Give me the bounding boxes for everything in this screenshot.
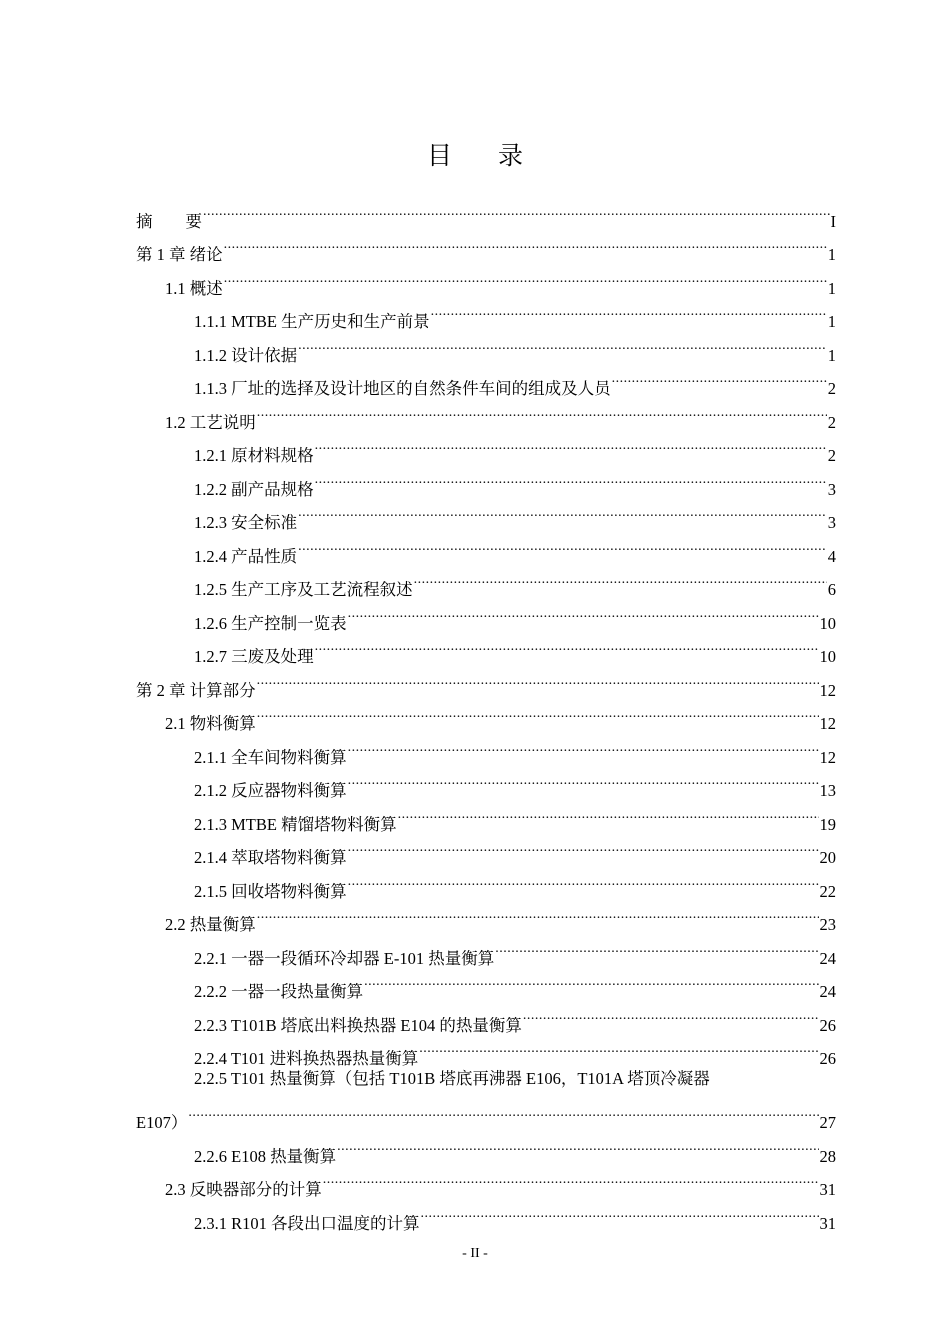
toc-entry-label: 2.2 热量衡算: [165, 915, 256, 934]
toc-entry-page: 31: [819, 1180, 836, 1199]
dot-leader: [523, 997, 819, 1031]
dot-leader: [414, 562, 827, 596]
dot-leader: [315, 461, 827, 495]
dot-leader: [224, 260, 827, 294]
toc-entry-page: 26: [819, 1049, 836, 1068]
toc-entry-label: 2.3 反映器部分的计算: [165, 1180, 322, 1199]
toc-entry-label: 1.1.2 设计依据: [194, 345, 298, 365]
dot-leader: [421, 1195, 819, 1229]
dot-leader: [419, 1031, 818, 1065]
toc-entry-label: 2.1.2 反应器物料衡算: [194, 781, 347, 800]
toc-entry-label: 摘 要: [136, 211, 202, 231]
page-number: - II -: [462, 1246, 488, 1261]
toc-entry-label: 1.2.1 原材料规格: [194, 446, 314, 465]
toc-entry-page: 1: [827, 345, 836, 365]
toc-entry-label: 2.3.1 R101 各段出口温度的计算: [194, 1213, 420, 1233]
toc-entry-label: 2.1.3 MTBE 精馏塔物料衡算: [194, 814, 397, 834]
toc-entry-page: 24: [819, 982, 836, 1001]
toc-entry-label: 1.2.7 三废及处理: [194, 647, 314, 666]
dot-leader: [612, 361, 827, 395]
dot-leader: [348, 830, 819, 864]
toc-entry-page: 2: [827, 379, 836, 398]
page-title: [0, 136, 950, 172]
dot-leader: [323, 1162, 819, 1196]
toc-entry-label: 2.2.4 T101 进料换热器热量衡算: [194, 1049, 419, 1068]
toc-entry-page: 31: [819, 1213, 836, 1233]
toc-entry-page: 12: [819, 747, 836, 767]
dot-leader: [257, 696, 819, 730]
toc-entry-page: 2: [827, 412, 836, 432]
toc-entry-page: 6: [827, 580, 836, 599]
dot-leader: [257, 897, 819, 931]
dot-leader: [348, 763, 819, 797]
toc-entry-label: 1.2.3 安全标准: [194, 513, 298, 532]
dot-leader: [315, 629, 819, 663]
dot-leader: [495, 930, 818, 964]
toc-entry-page: 19: [819, 814, 836, 834]
toc-entry-page: 24: [819, 948, 836, 968]
title-char-1: 目: [426, 143, 452, 170]
dot-leader: [203, 193, 830, 227]
toc-entry-label: 2.2.1 一器一段循环冷却器 E-101 热量衡算: [194, 948, 495, 968]
dot-leader: [298, 327, 827, 361]
toc-entry-page: 4: [827, 546, 836, 566]
toc-entry[interactable]: [136, 227, 836, 264]
dot-leader: [224, 227, 827, 261]
toc-entry[interactable]: [136, 260, 836, 298]
dot-leader: [298, 495, 827, 529]
toc-entry-page: 27: [819, 1112, 836, 1132]
toc-entry-label-line1: 2.2.5 T101 热量衡算（包括 T101B 塔底再沸器 E106，T101A 塔顶冷凝器: [194, 1069, 710, 1088]
title-char-2: 录: [498, 143, 524, 170]
toc-entry-label: 第 1 章 绪论: [136, 245, 223, 264]
toc-entry-page: 13: [819, 781, 836, 800]
dot-leader: [348, 863, 819, 897]
toc-entry[interactable]: [136, 294, 836, 331]
toc-entry-page: 10: [819, 647, 836, 666]
dot-leader: [431, 294, 827, 328]
toc-entry-page: 12: [819, 680, 836, 700]
toc-entry-label: 1.2.6 生产控制一览表: [194, 613, 347, 633]
toc-entry-page: 22: [819, 881, 836, 901]
toc-entry-label: 1.2.5 生产工序及工艺流程叙述: [194, 580, 413, 599]
toc-entry[interactable]: [136, 193, 836, 231]
toc-entry-page: 3: [827, 479, 836, 499]
toc-entry-label: 2.2.3 T101B 塔底出料换热器 E104 的热量衡算: [194, 1015, 522, 1035]
dot-leader: [364, 964, 818, 998]
toc-entry-label: 2.1 物料衡算: [165, 714, 256, 733]
toc-entry-label: 1.1.1 MTBE 生产历史和生产前景: [194, 312, 430, 331]
toc-entry-wrapped[interactable]: [136, 1064, 836, 1132]
toc-entry-page: 20: [819, 848, 836, 867]
toc-entry-label: 第 2 章 计算部分: [136, 680, 256, 700]
table-of-contents: [136, 193, 836, 1233]
dot-leader: [337, 1128, 818, 1162]
toc-entry-label: 2.1.1 全车间物料衡算: [194, 747, 347, 767]
dot-leader: [188, 1094, 818, 1128]
toc-entry-page: 1: [827, 312, 836, 331]
toc-entry-page: 2: [827, 446, 836, 465]
toc-entry-label-line2: E107）: [136, 1112, 188, 1132]
toc-entry-page: 26: [819, 1015, 836, 1035]
toc-entry-label: 2.1.5 回收塔物料衡算: [194, 881, 347, 901]
toc-entry-page: 28: [819, 1146, 836, 1166]
dot-leader: [398, 796, 819, 830]
toc-entry-label: 1.1 概述: [165, 278, 223, 298]
toc-entry-page: 12: [819, 714, 836, 733]
toc-entry-page: 3: [827, 513, 836, 532]
toc-entry-page: 1: [827, 245, 836, 264]
toc-entry-page: 23: [819, 915, 836, 934]
toc-entry[interactable]: [136, 1128, 836, 1166]
toc-entry-label: 1.2 工艺说明: [165, 412, 256, 432]
dot-leader: [298, 528, 827, 562]
dot-leader: [348, 729, 819, 763]
toc-entry-label: 1.2.2 副产品规格: [194, 479, 314, 499]
toc-entry-label: 2.2.2 一器一段热量衡算: [194, 982, 364, 1001]
toc-entry-label: 1.1.3 厂址的选择及设计地区的自然条件车间的组成及人员: [194, 379, 611, 398]
dot-leader: [257, 394, 827, 428]
dot-leader: [315, 428, 827, 462]
toc-entry-label: 2.2.6 E108 热量衡算: [194, 1146, 337, 1166]
toc-entry-page: I: [830, 211, 836, 231]
toc-entry-label: 2.1.4 萃取塔物料衡算: [194, 848, 347, 867]
dot-leader: [257, 662, 819, 696]
toc-entry-page: 1: [827, 278, 836, 298]
toc-entry-page: 10: [819, 613, 836, 633]
toc-entry-label: 1.2.4 产品性质: [194, 546, 298, 566]
dot-leader: [348, 595, 819, 629]
